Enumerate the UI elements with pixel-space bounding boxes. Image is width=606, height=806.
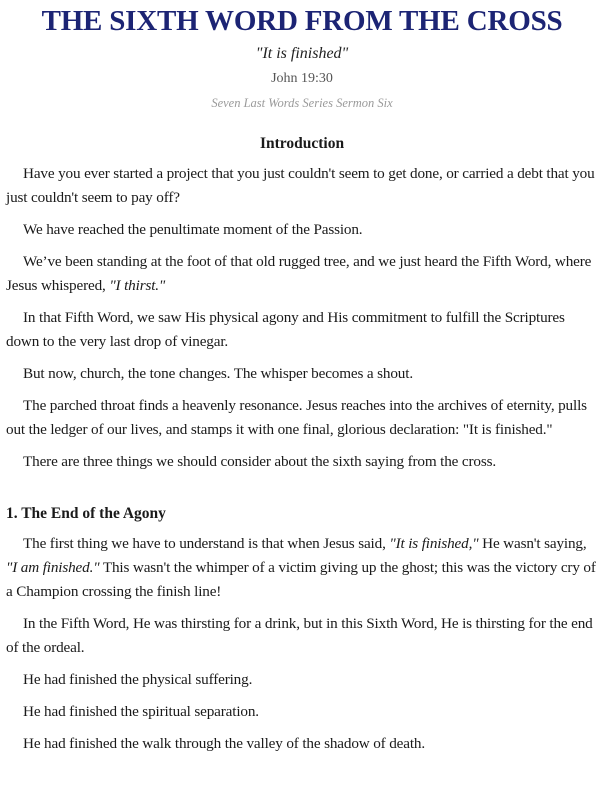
text-run: The parched throat finds a heavenly resonance. Jesus reaches into the archives of eternity, pulls out the ledger of our lives, and stamps it with one final, glorious declaration: "It is finished." (6, 397, 587, 438)
italic-quote: "It is finished," (389, 535, 479, 552)
scripture-reference: John 19:30 (271, 71, 333, 86)
section-1-body (6, 532, 598, 756)
paragraph (6, 700, 598, 724)
paragraph (6, 162, 598, 210)
paragraph (6, 362, 598, 386)
text-run: He had finished the spiritual separation. (23, 703, 259, 720)
paragraph (6, 732, 598, 756)
paragraph (6, 450, 598, 474)
sermon-document (0, 4, 606, 756)
text-run: Have you ever started a project that you just couldn't seem to get done, or carried a debt that you just couldn't seem to pay off? (6, 165, 595, 206)
text-run: In that Fifth Word, we saw His physical agony and His commitment to fulfill the Scriptures down to the very last drop of vinegar. (6, 309, 565, 350)
text-run: He had finished the physical suffering. (23, 671, 253, 688)
text-run: He had finished the walk through the valley of the shadow of death. (23, 735, 426, 752)
paragraph (6, 612, 598, 660)
document-quote: "It is finished" (255, 45, 349, 62)
text-run: This wasn't the whimper of a victim giving up the ghost; this was the victory cry of a Champion crossing the finish line! (6, 559, 596, 600)
section-1-heading: 1. The End of the Agony (6, 505, 166, 522)
paragraph (6, 218, 598, 242)
italic-quote: "I thirst." (109, 277, 166, 294)
paragraph (6, 394, 598, 442)
text-run: The first thing we have to understand is that when Jesus said, (23, 535, 390, 552)
paragraph (6, 532, 598, 604)
paragraph (6, 668, 598, 692)
italic-quote: "I am finished." (6, 559, 100, 576)
text-run: But now, church, the tone changes. The whisper becomes a shout. (23, 365, 413, 382)
text-run: There are three things we should consider about the sixth saying from the cross. (23, 453, 497, 470)
introduction-heading: Introduction (259, 135, 345, 152)
text-run: We have reached the penultimate moment of the Passion. (23, 221, 363, 238)
text-run: In the Fifth Word, He was thirsting for a drink, but in this Sixth Word, He is thirsting for the end of the ordeal. (6, 615, 593, 656)
text-run: We’ve been standing at the foot of that old rugged tree, and we just heard the Fifth Word, where Jesus whispered, (6, 253, 592, 294)
document-title: THE SIXTH WORD FROM THE CROSS (41, 5, 563, 37)
introduction-body (6, 162, 598, 474)
paragraph (6, 250, 598, 298)
text-run: He wasn't saying, (478, 535, 587, 552)
paragraph (6, 306, 598, 354)
series-label: Seven Last Words Series Sermon Six (211, 96, 393, 110)
